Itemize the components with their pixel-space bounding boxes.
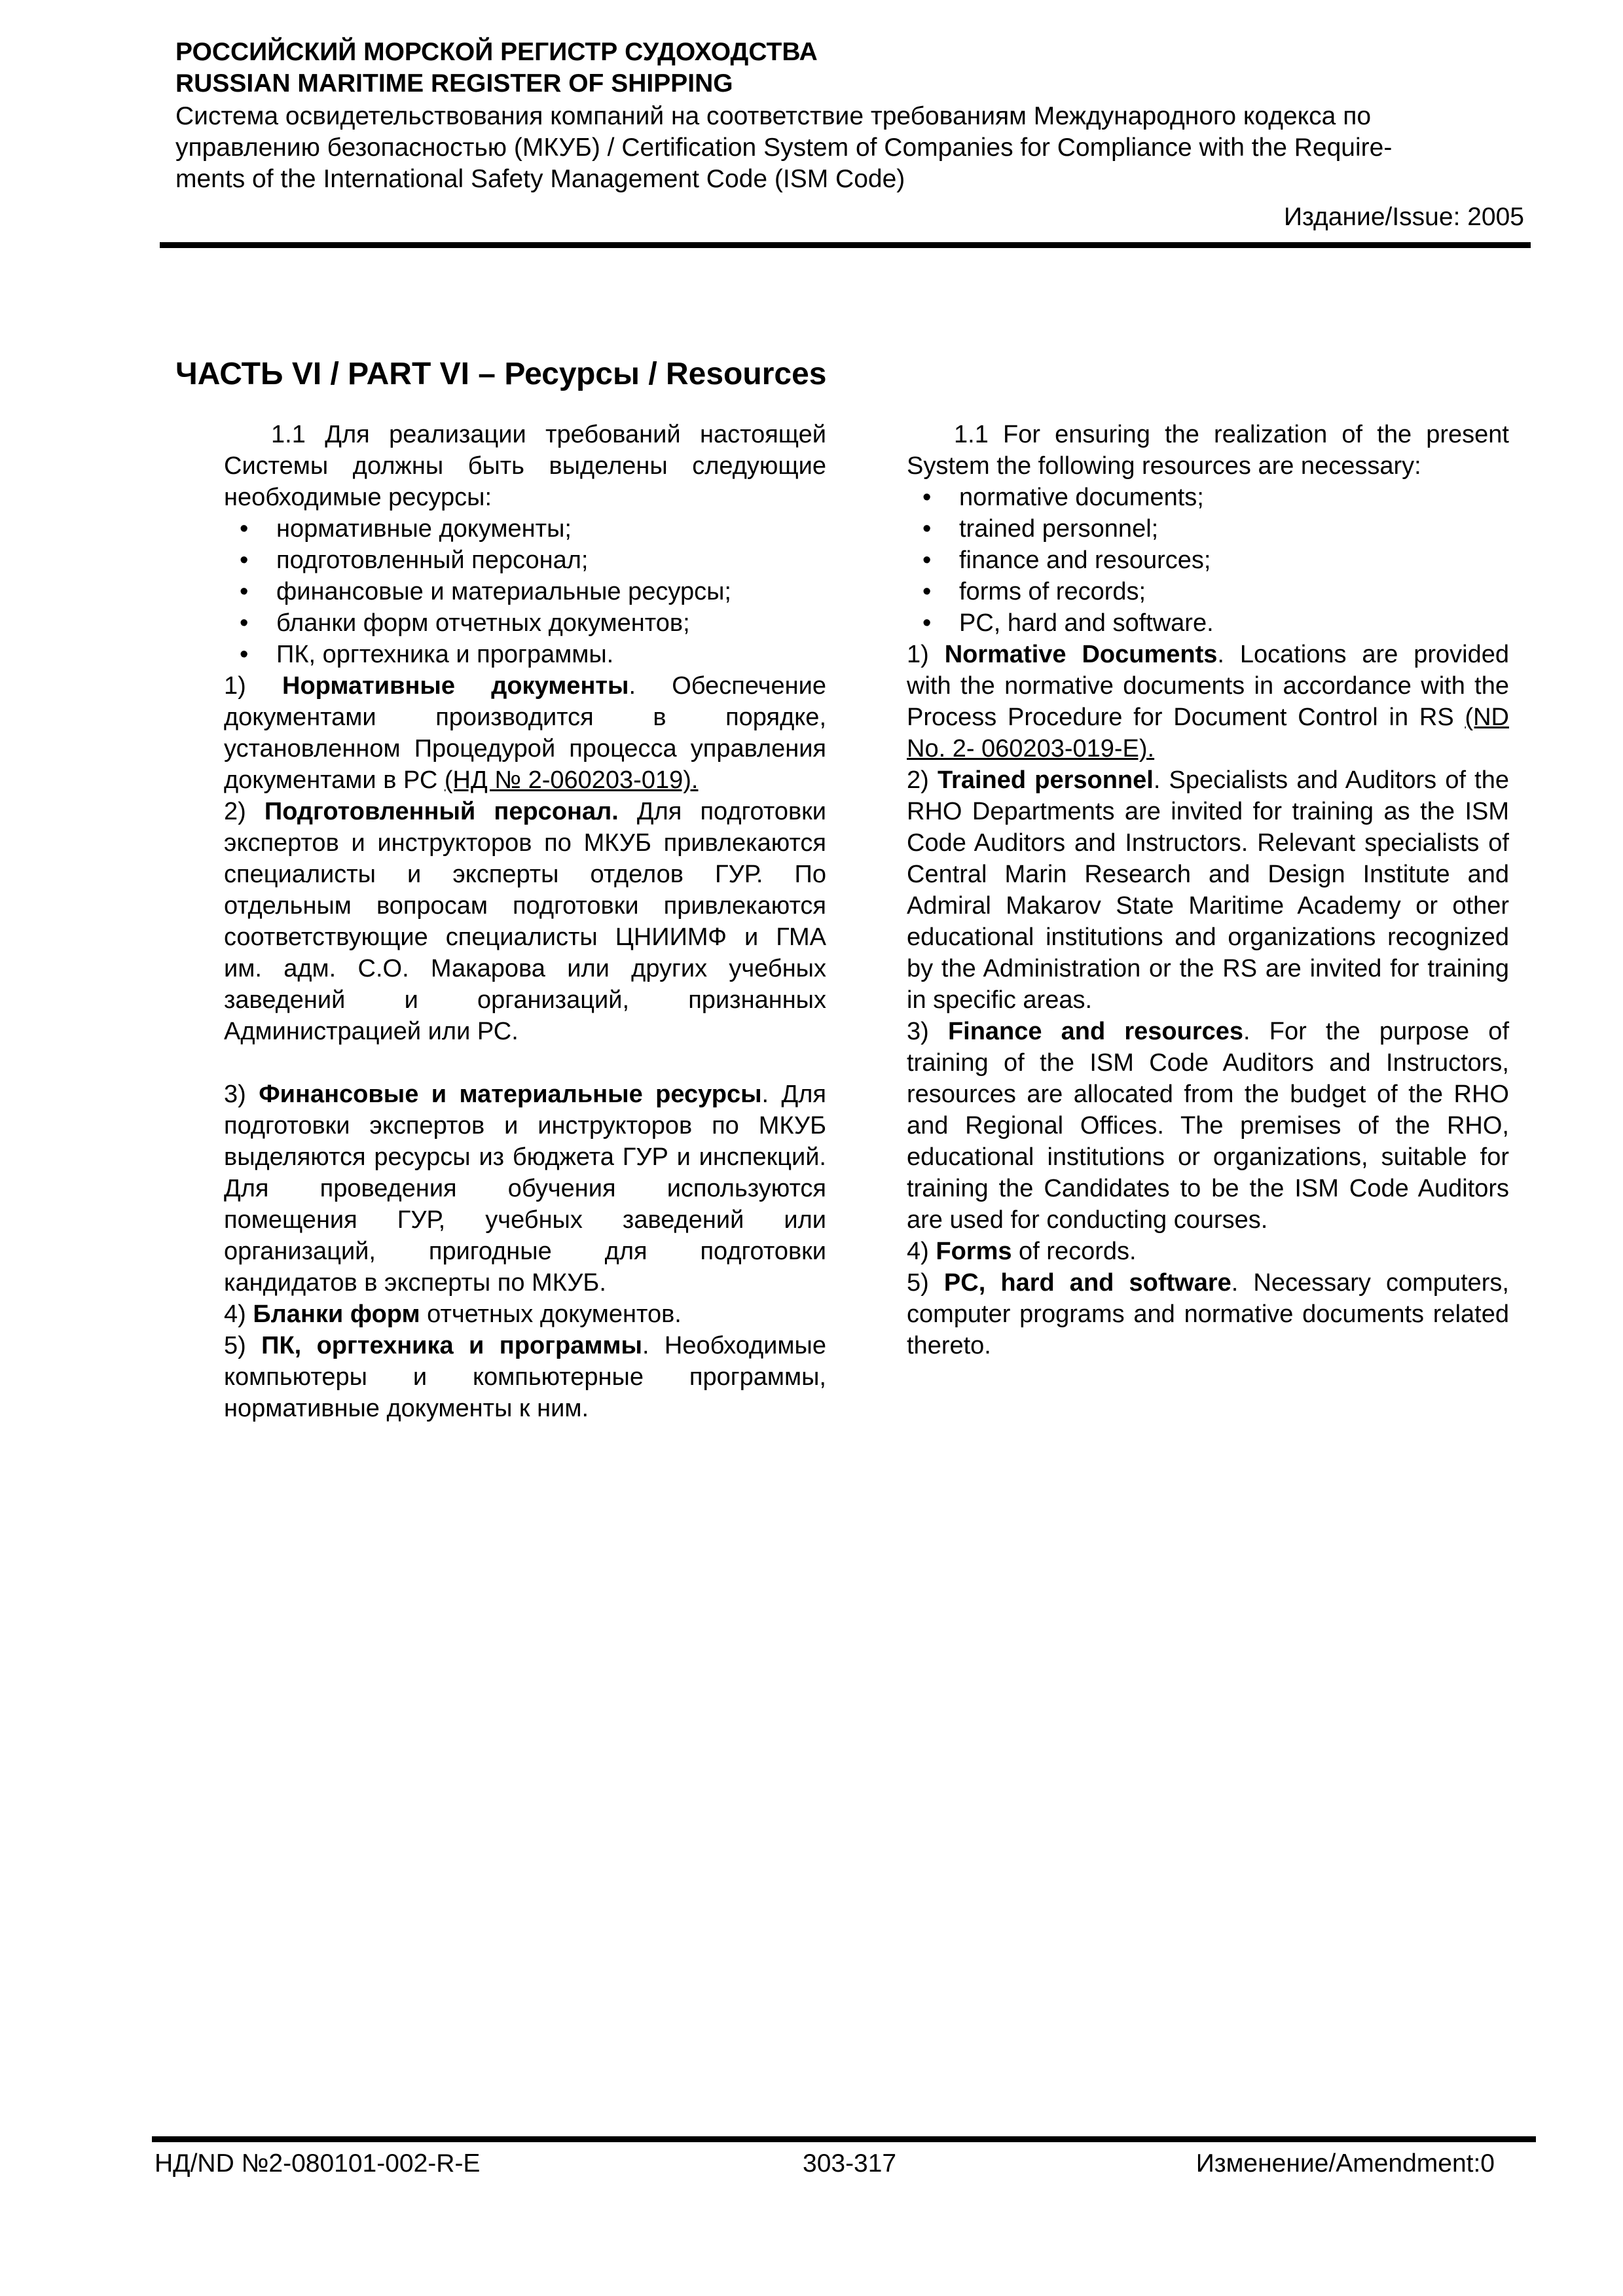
item-heading: Normative Documents xyxy=(944,641,1218,668)
item-number: 3) xyxy=(907,1018,948,1045)
item-heading: ПК, оргтехника и программы xyxy=(261,1332,642,1359)
section-normative-docs-ru xyxy=(224,670,826,796)
item-text: of records. xyxy=(1012,1238,1137,1265)
description-line: управлению безопасностью (МКУБ) / Certification System of Companies for Compliance with the Require- xyxy=(175,134,1393,162)
section-forms-en xyxy=(907,1236,1509,1267)
section-finance-en xyxy=(907,1016,1509,1236)
item-number: 2) xyxy=(224,798,264,825)
intro-paragraph-ru: 1.1 Для реализации требований настоящей Системы должны быть выделены следующие необходимые ресурсы: xyxy=(224,421,826,511)
footer-divider xyxy=(152,2136,1536,2142)
organization-name-en: RUSSIAN MARITIME REGISTER OF SHIPPING xyxy=(175,69,733,98)
section-normative-docs-en xyxy=(907,639,1509,764)
item-number: 2) xyxy=(907,766,938,794)
item-text: . Обеспечение документами производится в порядке, установленном Процедурой процесса управления документами в РС xyxy=(224,672,827,794)
item-text: . Для подготовки экспертов и инструкторов по МКУБ выделяются ресурсы из бюджета ГУР и инспекций. Для проведения обучения используются помещения ГУР, учебных заведений или организаций, пригодные для подготовки кандидатов в эксперты по МКУБ. xyxy=(224,1081,826,1297)
list-item: • normative documents; xyxy=(907,482,1509,513)
section-pc-software-en xyxy=(907,1267,1509,1361)
list-item: • подготовленный персонал; xyxy=(224,545,826,576)
issue-year: Издание/Issue: 2005 xyxy=(1284,203,1524,231)
resource-list-ru xyxy=(224,513,826,670)
item-heading: Finance and resources xyxy=(947,1018,1244,1045)
item-text: . Locations are provided with the normative documents in accordance with the Process Procedure for Document Control in RS xyxy=(907,641,1509,731)
document-reference-link[interactable]: (ND No. 2- 060203-019-E). xyxy=(907,704,1509,762)
item-text: Для подготовки экспертов и инструкторов по МКУБ привлекаются специалисты и эксперты отделов ГУР. По отдельным вопросам подготовки привлекаются соответствующие специалисты ЦНИИМФ и ГМА им. адм. С.О. Макарова или других учебных заведений и организаций, признанных Администрацией или РС. xyxy=(224,798,826,1045)
item-heading: Подготовленный персонал. xyxy=(264,798,619,825)
item-text: . Specialists and Auditors of the RHO Departments are invited for training as the ISM Code Auditors and Instructors. Relevant specialists of Central Marin Research and Design Institute and Admiral Makarov State Maritime Academy or other educational institutions and organizations recognized by the Administration or the RS are invited for training in specific areas. xyxy=(907,766,1509,1014)
item-number: 4) xyxy=(907,1238,936,1265)
description-line: Система освидетельствования компаний на соответствие требованиям Международного кодекса по xyxy=(175,102,1372,130)
document-header xyxy=(175,37,1524,233)
list-item: • forms of records; xyxy=(907,576,1509,607)
section-trained-personnel-en xyxy=(907,764,1509,1016)
item-heading: Trained personnel xyxy=(937,766,1154,794)
item-heading: Forms xyxy=(936,1238,1012,1265)
russian-column xyxy=(224,419,826,1424)
section-finance-ru xyxy=(224,1079,826,1299)
document-description xyxy=(175,101,1524,195)
item-text: . Необходимые компьютеры и компьютерные программы, нормативные документы к ним. xyxy=(224,1332,826,1422)
item-heading: Нормативные документы xyxy=(282,672,629,700)
list-item: • finance and resources; xyxy=(907,545,1509,576)
item-number: 1) xyxy=(224,672,283,700)
section-trained-personnel-ru xyxy=(224,796,826,1047)
item-number: 5) xyxy=(907,1269,944,1297)
list-item: • нормативные документы; xyxy=(224,513,826,545)
item-number: 1) xyxy=(907,641,945,668)
list-item: • финансовые и материальные ресурсы; xyxy=(224,576,826,607)
item-text: . For the purpose of training of the ISM Code Auditors and Instructors, resources are allocated from the budget of the RHO and Regional Offices. The premises of the RHO, educational institutions or organizations, suitable for training the Candidates to be the ISM Code Auditors are used for conducting courses. xyxy=(907,1018,1509,1234)
footer-page-range: 303-317 xyxy=(803,2149,897,2178)
list-item: • trained personnel; xyxy=(907,513,1509,545)
item-heading: Финансовые и материальные ресурсы xyxy=(259,1081,762,1108)
item-number: 4) xyxy=(224,1300,253,1328)
item-heading: PC, hard and software xyxy=(943,1269,1231,1297)
intro-paragraph-en: 1.1 For ensuring the realization of the present System the following resources are necessary: xyxy=(907,421,1509,480)
organization-name-ru: РОССИЙСКИЙ МОРСКОЙ РЕГИСТР СУДОХОДСТВА xyxy=(175,38,818,66)
item-heading: Бланки форм xyxy=(253,1300,420,1328)
list-item: • ПК, оргтехника и программы. xyxy=(224,639,826,670)
footer-document-number: НД/ND №2-080101-002-R-E xyxy=(155,2149,481,2178)
list-item: • PC, hard and software. xyxy=(907,607,1509,639)
footer-amendment: Изменение/Amendment:0 xyxy=(1195,2149,1495,2178)
item-number: 3) xyxy=(224,1081,259,1108)
item-number: 5) xyxy=(224,1332,262,1359)
english-column xyxy=(907,419,1509,1361)
resource-list-en xyxy=(907,482,1509,639)
section-forms-ru xyxy=(224,1299,826,1330)
item-text: отчетных документов. xyxy=(420,1300,682,1328)
list-item: • бланки форм отчетных документов; xyxy=(224,607,826,639)
document-reference-link[interactable]: (НД № 2-060203-019). xyxy=(444,766,699,794)
header-divider xyxy=(160,242,1531,248)
section-pc-software-ru xyxy=(224,1330,826,1424)
item-text: . Necessary computers, computer programs and normative documents related thereto. xyxy=(907,1269,1509,1359)
part-title: ЧАСТЬ VI / PART VI – Ресурсы / Resources xyxy=(175,357,827,391)
description-line: ments of the International Safety Management Code (ISM Code) xyxy=(175,165,905,193)
